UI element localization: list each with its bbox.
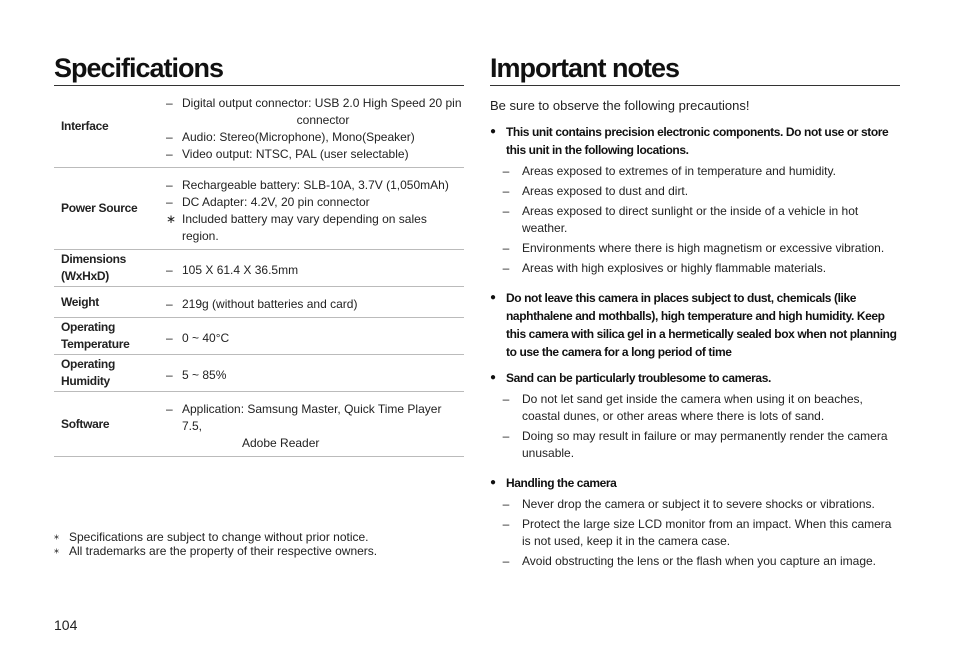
spec-row [54,287,464,318]
spec-values [166,355,464,392]
footnote [54,544,464,558]
spec-value-text: connector [296,113,350,127]
list-item-text: Areas with high explosives or highly flammable materials. [522,261,827,275]
spec-value-line [166,262,464,279]
spec-row [54,355,464,392]
spec-values [166,168,464,250]
spec-values [166,392,464,457]
notes-section [490,369,900,462]
section-heading-text: Handling the camera [506,476,617,490]
list-item [490,391,900,425]
spec-values [166,250,464,287]
spec-value-line [166,129,464,146]
spec-value-mark: – [166,178,173,192]
spec-label: Operating Temperature [61,320,130,351]
list-item-text: Do not let sand get inside the camera when using it on beaches, coastal dunes, or other areas where there is lots of sand. [522,392,863,423]
spec-value-line [166,95,464,112]
section-heading-text: Sand can be particularly troublesome to cameras. [506,371,771,385]
footnote-mark-icon: ⁎ [54,531,59,542]
spec-value-mark: – [166,96,173,110]
spec-row [54,318,464,355]
spec-value-line [166,177,464,194]
spec-value-text: 105 X 61.4 X 36.5mm [182,263,299,277]
spec-label: Dimensions (WxHxD) [61,252,127,283]
dash-icon: – [502,497,510,511]
notes-section [490,474,900,570]
spec-row [54,86,464,168]
spec-value-mark: – [166,147,173,161]
dash-icon: – [502,164,510,178]
spec-value-mark: – [166,195,173,209]
spec-label: Weight [61,294,99,309]
spec-value-line [166,330,464,347]
list-item [490,240,900,257]
intro-text: Be sure to observe the following precautions! [490,98,750,113]
footnotes [54,530,464,558]
spec-value-text: Rechargeable battery: SLB-10A, 3.7V (1,050mAh) [182,178,449,192]
dash-icon: – [502,184,510,198]
spec-value-mark: – [166,402,173,416]
important-notes-column [490,52,900,582]
specifications-table [54,86,464,457]
spec-value-mark: – [166,368,173,382]
spec-value-text: Digital output connector: USB 2.0 High Speed 20 pin [182,96,462,110]
spec-value-line [166,435,464,452]
section-items [490,391,900,462]
specifications-title: Specifications [54,52,464,86]
spec-value-mark: ∗ [166,212,177,226]
dash-icon: – [502,429,510,443]
spec-value-text: Audio: Stereo(Microphone), Mono(Speaker) [182,130,415,144]
bullet-icon: ● [490,477,496,488]
dash-icon: – [502,517,510,531]
list-item [490,496,900,513]
section-items [490,163,900,277]
spec-values [166,318,464,355]
section-items [490,496,900,570]
dash-icon: – [502,392,510,406]
list-item [490,260,900,277]
notes-section [490,123,900,277]
list-item-text: Areas exposed to direct sunlight or the inside of a vehicle in hot weather. [522,204,859,235]
spec-label: Power Source [61,201,138,215]
spec-value-text: Adobe Reader [242,436,320,450]
list-item-text: Areas exposed to extremes of in temperature and humidity. [522,164,836,178]
list-item [490,553,900,570]
section-heading [490,474,900,492]
list-item-text: Doing so may result in failure or may permanently render the camera unusable. [522,429,888,460]
spec-value-mark [166,112,182,129]
section-heading [490,123,900,159]
spec-value-mark: – [166,130,173,144]
spec-value-line [166,211,464,245]
spec-value-line [166,112,464,129]
spec-label: Software [61,416,110,431]
list-item-text: Avoid obstructing the lens or the flash when you capture an image. [522,554,876,568]
spec-label: Operating Humidity [61,357,115,388]
spec-row [54,250,464,287]
notes-section [490,289,900,361]
dash-icon: – [502,554,510,568]
page-number: 104 [54,617,78,633]
spec-value-line [166,367,464,384]
notes-sections [490,123,900,570]
list-item-text: Never drop the camera or subject it to severe shocks or vibrations. [522,497,875,511]
spec-value-text: 0 ~ 40°C [182,331,230,345]
list-item-text: Areas exposed to dust and dirt. [522,184,689,198]
section-heading-text: Do not leave this camera in places subject to dust, chemicals (like naphthalene and mothballs), high temperature and high humidity. Keep this camera with silica gel in a hermetically sealed box when not planning to use the camera for a long period of time [506,291,897,359]
section-heading [490,369,900,387]
spec-value-line [166,146,464,163]
section-heading [490,289,900,361]
footnote [54,530,464,544]
dash-icon: – [502,241,510,255]
spec-value-text: 219g (without batteries and card) [182,297,358,311]
spec-row [54,392,464,457]
footnote-mark-icon: ⁎ [54,545,59,556]
bullet-icon: ● [490,292,496,303]
bullet-icon: ● [490,126,496,137]
section-heading-text: This unit contains precision electronic components. Do not use or store this unit in the following locations. [506,125,889,157]
dash-icon: – [502,261,510,275]
spec-values [166,287,464,318]
list-item [490,183,900,200]
spec-value-text: Included battery may vary depending on sales region. [182,212,427,243]
spec-value-mark [166,435,182,452]
footnote-text: Specifications are subject to change without prior notice. [69,530,369,544]
spec-value-text: DC Adapter: 4.2V, 20 pin connector [182,195,370,209]
important-notes-title: Important notes [490,52,900,86]
specifications-column [54,52,464,457]
spec-value-text: 5 ~ 85% [182,368,227,382]
spec-value-mark: – [166,331,173,345]
spec-row [54,168,464,250]
list-item [490,428,900,462]
list-item-text: Environments where there is high magnetism or excessive vibration. [522,241,885,255]
spec-value-mark: – [166,297,173,311]
spec-value-text: Video output: NTSC, PAL (user selectable) [182,147,409,161]
spec-value-line [166,401,464,435]
footnote-text: All trademarks are the property of their respective owners. [69,544,378,558]
list-item [490,203,900,237]
spec-value-line [166,296,464,313]
list-item [490,163,900,180]
list-item-text: Protect the large size LCD monitor from an impact. When this camera is not used, keep it in the camera case. [522,517,892,548]
dash-icon: – [502,204,510,218]
spec-values [166,86,464,168]
list-item [490,516,900,550]
spec-value-mark: – [166,263,173,277]
spec-label: Interface [61,119,109,133]
bullet-icon: ● [490,372,496,383]
spec-value-text: Application: Samsung Master, Quick Time Player 7.5, [182,402,442,433]
spec-value-line [166,194,464,211]
